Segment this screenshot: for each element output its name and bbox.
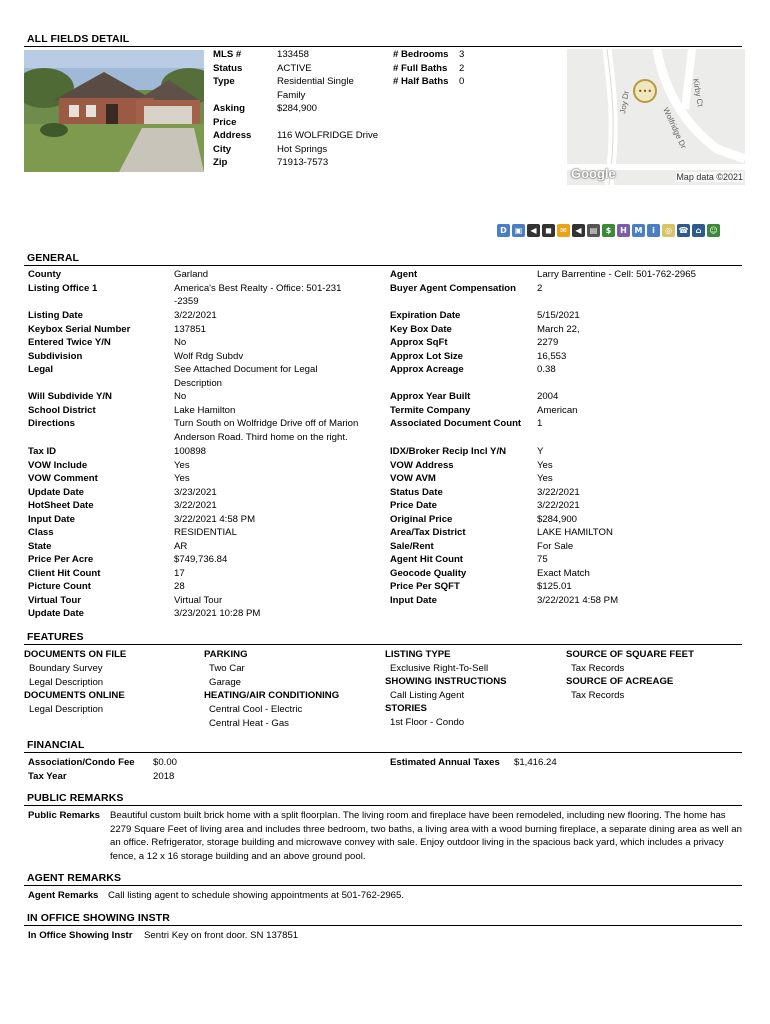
home-icon[interactable]: ⌂ — [692, 224, 705, 237]
annual-taxes-label: Estimated Annual Taxes — [390, 757, 500, 768]
office-showing-rule — [24, 925, 742, 926]
feature-showing-heading: SHOWING INSTRUCTIONS — [385, 676, 507, 687]
m-icon[interactable]: M — [632, 224, 645, 237]
feature-listing-type-heading: LISTING TYPE — [385, 649, 451, 660]
location-map[interactable] — [567, 49, 745, 185]
mls-label: MLS # — [213, 49, 242, 60]
map-graphic — [567, 49, 745, 185]
info-icon[interactable]: i — [647, 224, 660, 237]
h-icon[interactable]: H — [617, 224, 630, 237]
full-baths-label: # Full Baths — [393, 63, 448, 74]
financial-left-values: $0.00 2018 — [153, 757, 178, 782]
type-value: Residential Single Family — [277, 76, 354, 101]
general-rule — [24, 265, 742, 266]
full-baths-value: 2 — [459, 63, 465, 74]
agent-remarks-title: AGENT REMARKS — [27, 872, 122, 884]
envelope-icon[interactable]: ✉ — [557, 224, 570, 237]
zip-value: 71913-7573 — [277, 157, 329, 168]
financial-left-labels: Association/Condo Fee Tax Year — [28, 757, 135, 782]
document-icon[interactable]: D — [497, 224, 510, 237]
general-right-labels-3: Approx Year Built Termite Company Associated Document Count — [390, 391, 522, 429]
financial-rule — [24, 752, 742, 753]
office-showing-text: Sentri Key on front door. SN 137851 — [144, 930, 299, 941]
agent-remarks-label: Agent Remarks — [28, 890, 99, 901]
general-right-values-1: Larry Barrentine - Cell: 501-762-2965 2 — [537, 269, 696, 294]
feature-stories-heading: STORIES — [385, 703, 427, 714]
feature-documents-on-file-heading: DOCUMENTS ON FILE — [24, 649, 127, 660]
general-right-values-2: 5/15/2021 March 22, 2279 16,553 0.38 — [537, 310, 580, 375]
map-credit: Map data ©2021 — [676, 172, 743, 182]
house-photo-graphic — [24, 50, 204, 172]
feature-listing-type-items: Exclusive Right-To-Sell — [390, 663, 489, 674]
map-street-wolfridge: Wolfridge Dr — [661, 106, 689, 151]
general-left-values-1: Garland America's Best Realty - Office: 501-231 -2359 — [174, 269, 342, 307]
financial-title: FINANCIAL — [27, 739, 85, 751]
phone-icon[interactable]: ☎ — [678, 226, 689, 235]
flag-dark-icon[interactable]: ◀ — [572, 224, 585, 237]
address-value: 116 WOLFRIDGE Drive — [277, 130, 379, 141]
status-label: Status — [213, 63, 243, 74]
mls-number: 133458 — [277, 49, 310, 60]
features-title: FEATURES — [27, 631, 84, 643]
camera-icon[interactable]: ▣ — [512, 224, 525, 237]
page-title: ALL FIELDS DETAIL — [27, 33, 130, 45]
general-left-values-2: 3/22/2021 137851 No Wolf Rdg Subdv See Attached Document for Legal Description — [174, 310, 318, 389]
price-label: Asking Price — [213, 103, 245, 128]
feature-source-sqft-items: Tax Records — [571, 663, 625, 674]
office-showing-label: In Office Showing Instr — [28, 930, 133, 941]
price-value: $284,900 — [277, 103, 318, 114]
general-left-labels-4: Tax ID VOW Include VOW Comment Update Date HotSheet Date Input Date Class State Price Per Acre Client Hit Count Picture Count Virtual Tour Update Date — [28, 446, 101, 619]
printer-icon[interactable]: ▤ — [587, 224, 600, 237]
feature-parking-items: Two Car Garage — [209, 663, 245, 688]
map-street-joy: Joy Dr — [618, 90, 631, 115]
agent-remarks-rule — [24, 885, 742, 886]
public-remarks-label: Public Remarks — [28, 810, 100, 821]
address-label: Address — [213, 130, 252, 141]
svg-text:•••: ••• — [637, 87, 653, 96]
general-right-values-3: 2004 American 1 — [537, 391, 578, 429]
walk-icon[interactable]: ☺ — [707, 224, 720, 237]
bedrooms-value: 3 — [459, 49, 465, 60]
general-left-labels-1: County Listing Office 1 — [28, 269, 98, 294]
bedrooms-label: # Bedrooms — [393, 49, 449, 60]
half-baths-value: 0 — [459, 76, 465, 87]
features-rule — [24, 644, 742, 645]
feature-source-acreage-heading: SOURCE OF ACREAGE — [566, 676, 674, 687]
title-rule — [24, 46, 742, 47]
feature-heating-items: Central Cool - Electric Central Heat - Gas — [209, 704, 303, 729]
general-right-labels-4: IDX/Broker Recip Incl Y/N VOW Address VOW AVM Status Date Price Date Original Price Area/Tax District Sale/Rent Agent Hit Count Geocode Quality Price Per SQFT Input Date — [390, 446, 507, 606]
property-photo[interactable] — [24, 50, 204, 172]
general-right-values-4: Y Yes Yes 3/22/2021 3/22/2021 $284,900 LAKE HAMILTON For Sale 75 Exact Match $125.01 3/22/2021 4:58 PM — [537, 446, 619, 606]
map-street-kirby: Kirby Ct — [691, 77, 705, 108]
public-remarks-title: PUBLIC REMARKS — [27, 792, 124, 804]
annual-taxes-value: $1,416.24 — [514, 757, 557, 768]
general-left-labels-2: Listing Date Keybox Serial Number Entered Twice Y/N Subdivision Legal — [28, 310, 131, 375]
general-right-labels-1: Agent Buyer Agent Compensation — [390, 269, 516, 294]
dollar-icon[interactable]: $ — [602, 224, 615, 237]
type-label: Type — [213, 76, 235, 87]
public-remarks-rule — [24, 805, 742, 806]
feature-showing-items: Call Listing Agent — [390, 690, 465, 701]
general-left-values-4: 100898 Yes Yes 3/23/2021 3/22/2021 3/22/2021 4:58 PM RESIDENTIAL AR $749,736.84 17 28 Virtual Tour 3/23/2021 10:28 PM — [174, 446, 261, 619]
general-right-labels-2: Expiration Date Key Box Date Approx SqFt Approx Lot Size Approx Acreage — [390, 310, 464, 375]
feature-documents-online-items: Legal Description — [29, 704, 104, 715]
feature-stories-items: 1st Floor - Condo — [390, 717, 465, 728]
public-remarks-text: Beautiful custom built brick home with a split floorplan. The living room and fireplace have been remodeled, including new flooring. The home has 2279 Square Feet of living area and includes three bedroom, two baths, a living area with a wood burning fireplace, a separate dining area as well an an office. Refrigerator, storage building and microwave convey with sale. Enjoy outdoor living in the spacious back yard, which includes a privacy fence, a 12 x 16 storage building and an above ground pool. — [110, 810, 742, 862]
zip-label: Zip — [213, 157, 228, 168]
general-left-values-3: No Lake Hamilton Turn South on Wolfridge Drive off of Marion Anderson Road. Third home on the right. — [174, 391, 359, 443]
feature-heating-heading: HEATING/AIR CONDITIONING — [204, 690, 340, 701]
city-label: City — [213, 144, 232, 155]
feature-documents-online-heading: DOCUMENTS ONLINE — [24, 690, 125, 701]
car-icon[interactable]: ◼ — [542, 224, 555, 237]
action-icon-bar — [497, 224, 720, 237]
feature-documents-on-file-items: Boundary Survey Legal Description — [29, 663, 104, 688]
city-value: Hot Springs — [277, 144, 328, 155]
status-value: ACTIVE — [277, 63, 312, 74]
feature-parking-heading: PARKING — [204, 649, 248, 660]
office-showing-title: IN OFFICE SHOWING INSTR — [27, 912, 170, 924]
general-title: GENERAL — [27, 252, 80, 264]
agent-remarks-text: Call listing agent to schedule showing appointments at 501-762-2965. — [108, 890, 405, 901]
google-logo: Google — [571, 166, 616, 181]
feature-source-acreage-items: Tax Records — [571, 690, 625, 701]
general-left-labels-3: Will Subdivide Y/N School District Directions — [28, 391, 112, 429]
feature-source-sqft-heading: SOURCE OF SQUARE FEET — [566, 649, 694, 660]
half-baths-label: # Half Baths — [393, 76, 449, 87]
flag-icon[interactable]: ◀ — [527, 224, 540, 237]
binoculars-icon[interactable]: ◎ — [662, 224, 675, 237]
